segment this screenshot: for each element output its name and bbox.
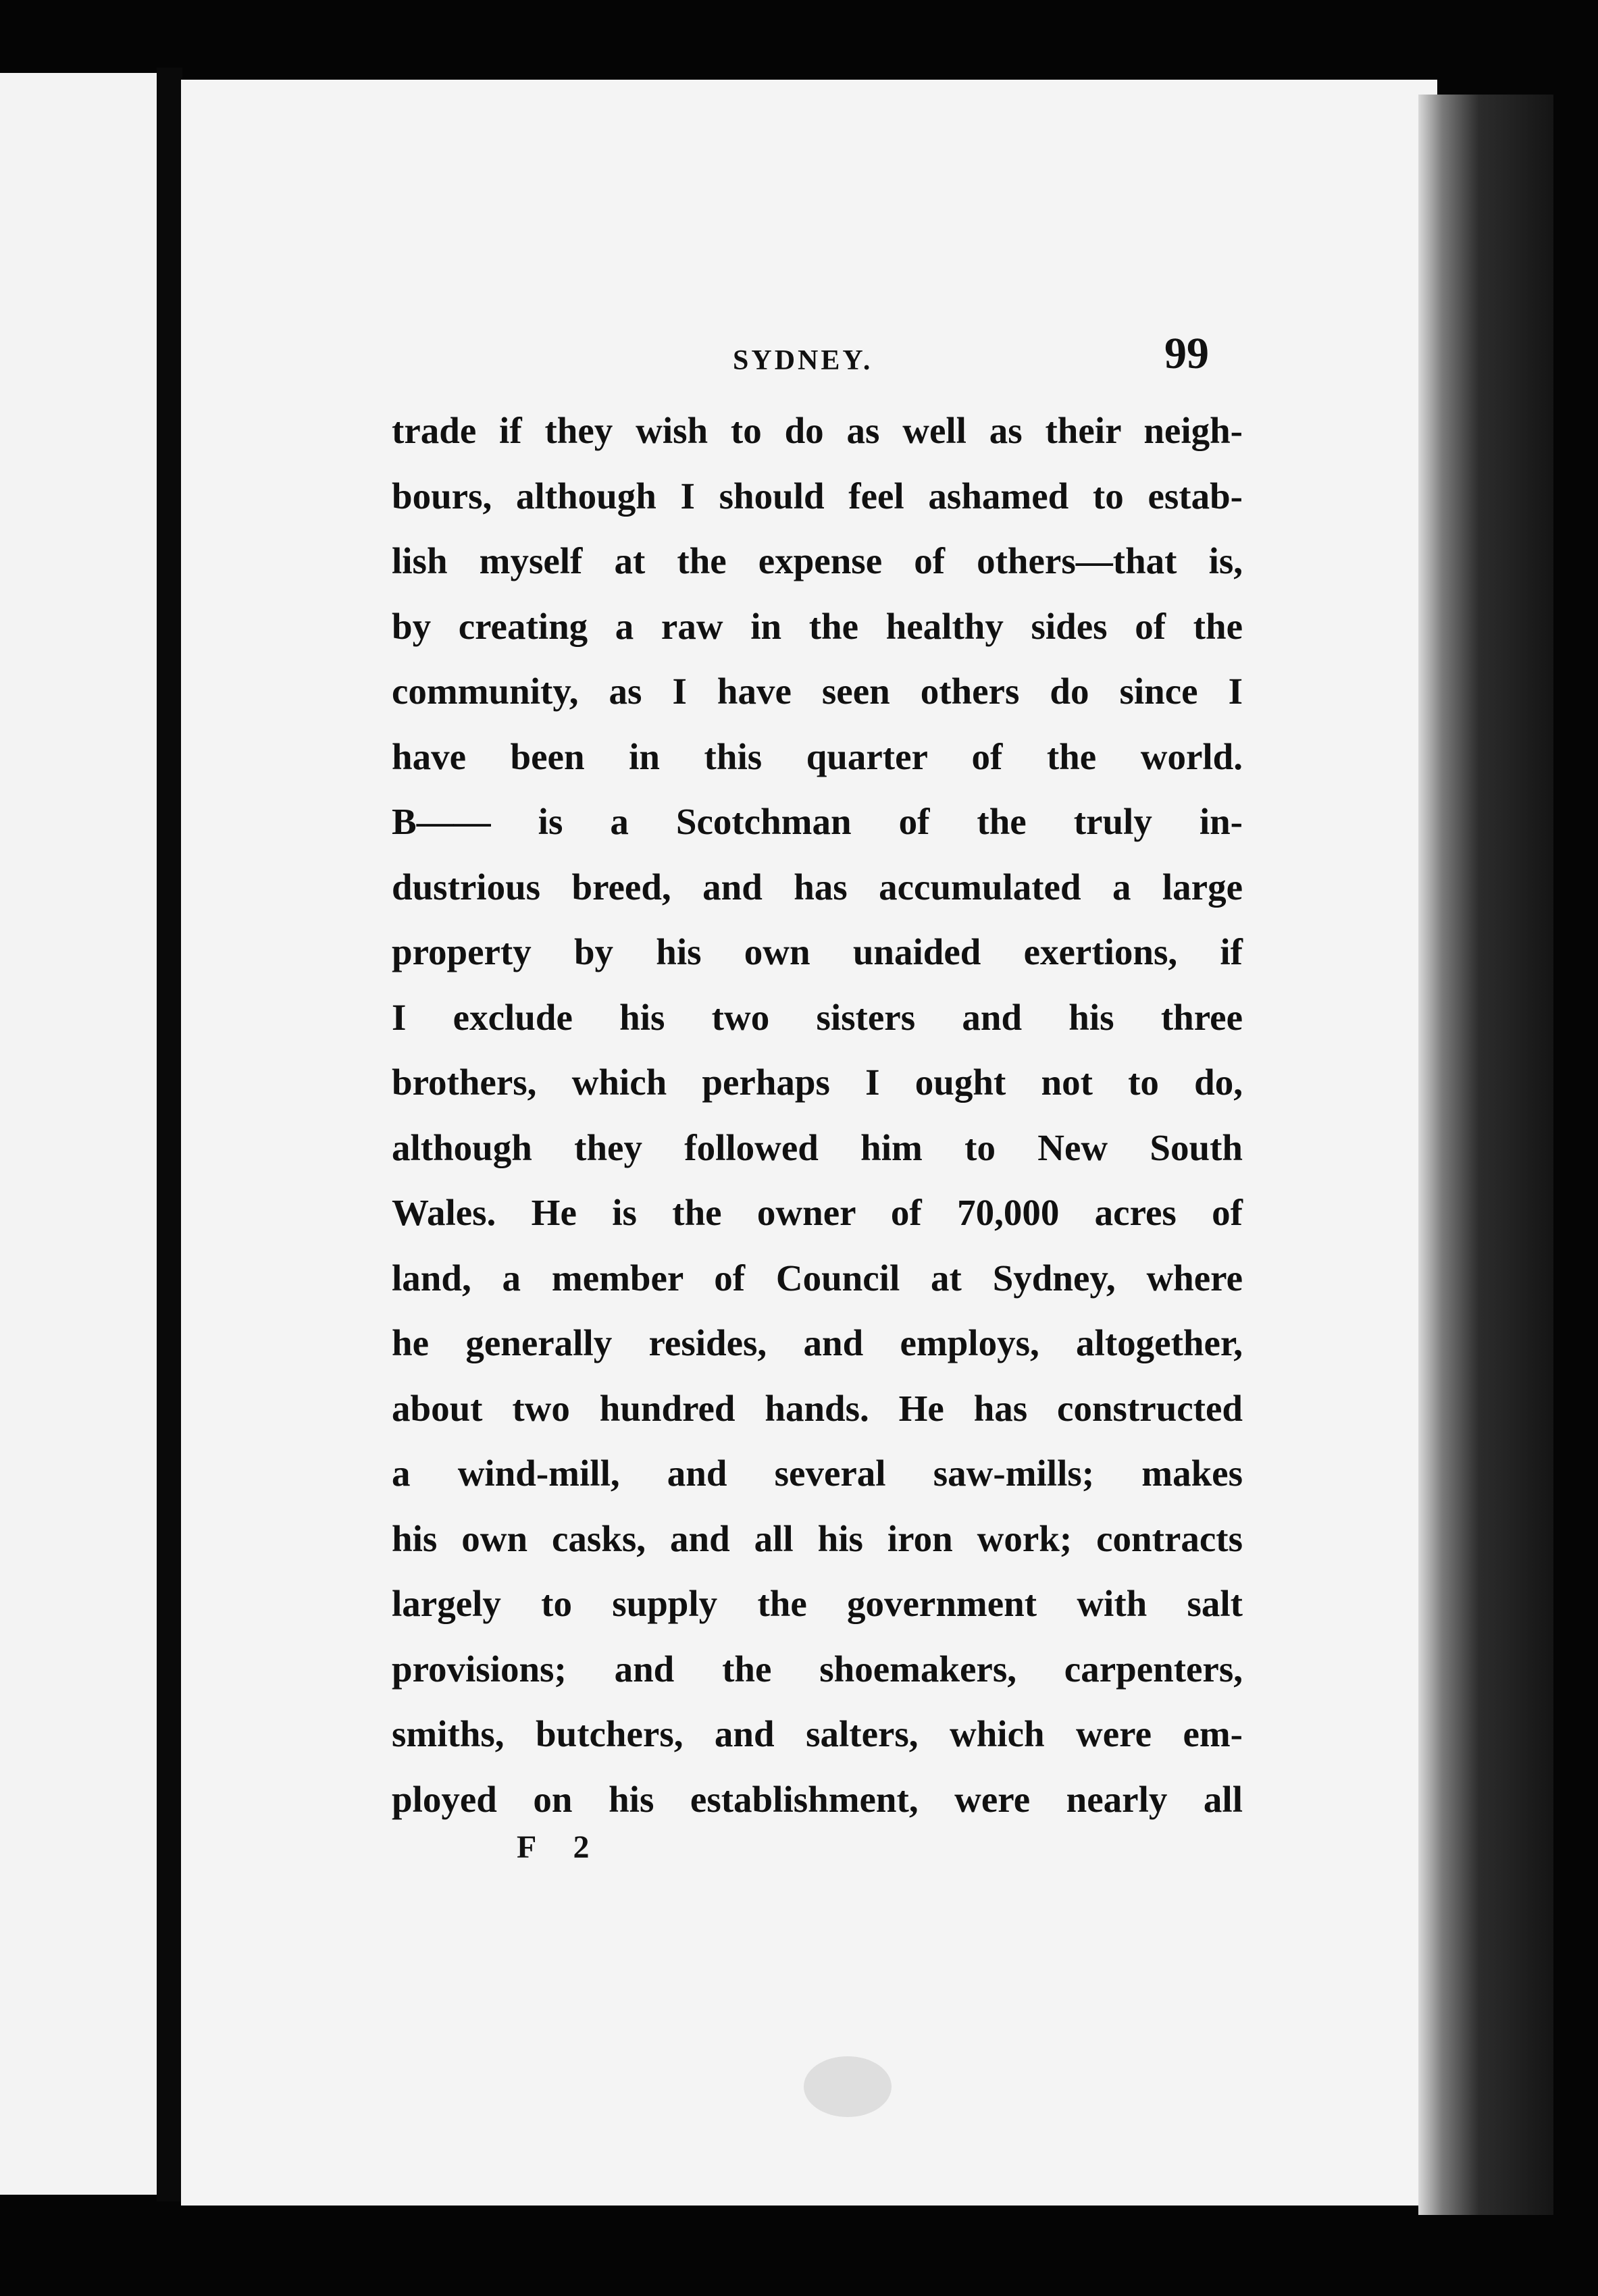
body-line: Wales. He is the owner of 70,000 acres of (392, 1192, 1243, 1233)
body-line: although they followed him to New South (392, 1126, 1243, 1168)
running-head (351, 324, 1243, 398)
body-line: a wind-mill, and several saw-mills; makes (392, 1453, 1243, 1494)
body-line: community, as I have seen others do since I (392, 671, 1243, 712)
body-line: trade if they wish to do as well as their neigh- (392, 410, 1243, 451)
body-line: have been in this quarter of the world. (392, 735, 1243, 777)
body-line: B—— is a Scotchman of the truly in- (392, 801, 1243, 842)
left-page-edge (0, 73, 157, 2195)
page-text-block (351, 324, 1243, 1832)
body-line: about two hundred hands. He has constructed (392, 1387, 1243, 1429)
body-line: provisions; and the shoemakers, carpenters, (392, 1648, 1243, 1690)
body-line: property by his own unaided exertions, if (392, 931, 1243, 972)
body-line: dustrious breed, and has accumulated a large (392, 866, 1243, 908)
body-line: bours, although I should feel ashamed to estab- (392, 475, 1243, 517)
book-spine (157, 68, 182, 2201)
body-line: his own casks, and all his iron work; contracts (392, 1517, 1243, 1559)
body-line: by creating a raw in the healthy sides of the (392, 605, 1243, 647)
body-line: largely to supply the government with salt (392, 1583, 1243, 1624)
body-line: he generally resides, and employs, altogether, (392, 1322, 1243, 1363)
paper-stain (804, 2056, 892, 2117)
signature-mark: F 2 (517, 1829, 604, 1865)
body-line: smiths, butchers, and salters, which were em- (392, 1713, 1243, 1754)
body-line: ployed on his establishment, were nearly all (392, 1778, 1243, 1820)
body-line: I exclude his two sisters and his three (392, 996, 1243, 1038)
page-edge-shadow (1418, 95, 1553, 2215)
page-number: 99 (1164, 329, 1209, 378)
body-line: brothers, which perhaps I ought not to do, (392, 1062, 1243, 1103)
running-title: SYDNEY. (733, 345, 873, 376)
body-line: land, a member of Council at Sydney, where (392, 1257, 1243, 1299)
body-line: lish myself at the expense of others—that is, (392, 540, 1243, 581)
